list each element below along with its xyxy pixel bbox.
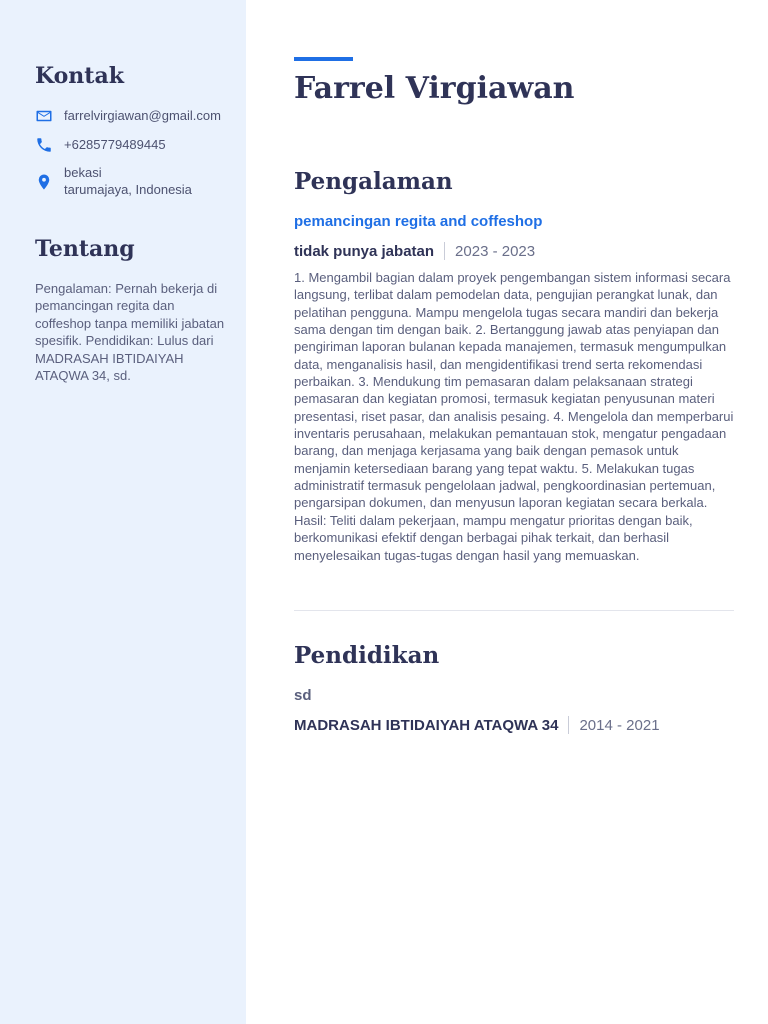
page-title: Farrel Virgiawan [294,71,575,106]
contact-location [35,164,192,198]
experience-description: 1. Mengambil bagian dalam proyek pengembangan sistem informasi secara langsung, terlibat dalam pemodelan data, pengujian perangkat lunak, dan pelatihan pengguna. Mampu mengelola tugas secara mandiri dan bekerja sama dengan tim dengan baik. 2. Bertanggung jawab atas penyiapan dan pengiriman laporan bulanan kepada manajemen, termasuk mengumpulkan data, menganalisis hasil, dan mengidentifikasi trend serta rekomendasi perbaikan. 3. Mendukung tim pemasaran dalam pelaksanaan strategi pemasaran dan kegiatan promosi, termasuk kegiatan penyusunan materi presentasi, riset pasar, dan analisis pesaing. 4. Mengelola dan memperbarui inventaris perusahaan, melakukan pemantauan stok, mengatur pengadaan barang, dan menjaga kerjasama yang baik dengan pemasok untuk menjamin ketersediaan barang yang tepat waktu. 5. Melakukan tugas administratif termasuk pengelolaan jadwal, pengkoordinasian pertemuan, pengarsipan dokumen, dan menyusun laporan kegiatan secara berkala. Hasil: Teliti dalam pekerjaan, mampu mengatur prioritas dengan baik, berkomunikasi efektif dengan berbagai pihak terkait, dan berhasil menyelesaikan tugas-tugas dengan hasil yang memuaskan. [294,270,734,563]
divider [568,716,569,734]
experience-company: pemancingan regita and coffeshop [294,213,543,230]
phone-text: +6285779489445 [64,137,166,152]
education-period: 2014 - 2021 [579,716,660,734]
email-text: farrelvirgiawan@gmail.com [64,108,221,123]
experience-role: tidak punya jabatan [294,242,435,260]
divider [444,242,445,260]
experience-role-row [294,241,535,261]
mail-icon [35,107,53,125]
education-heading: Pendidikan [294,642,440,669]
education-school: MADRASAH IBTIDAIYAH ATAQWA 34 [294,716,559,734]
accent-bar [294,57,353,61]
sidebar [0,0,246,1024]
about-heading: Tentang [35,236,135,262]
experience-period: 2023 - 2023 [455,242,536,260]
location-text [64,164,192,198]
location-region: tarumajaya, Indonesia [64,182,192,197]
education-school-row [294,715,660,735]
experience-heading: Pengalaman [294,168,453,195]
contact-heading: Kontak [35,63,124,89]
section-divider [294,610,734,611]
phone-icon [35,136,53,154]
about-text: Pengalaman: Pernah bekerja di pemancingan regita dan coffeshop tanpa memiliki jabatan spesifik. Pendidikan: Lulus dari MADRASAH IBTIDAIYAH ATAQWA 34, sd. [35,281,225,384]
location-city: bekasi [64,165,102,180]
map-pin-icon [35,173,53,191]
contact-phone [35,136,166,154]
education-degree: sd [294,687,312,704]
contact-email [35,107,221,125]
